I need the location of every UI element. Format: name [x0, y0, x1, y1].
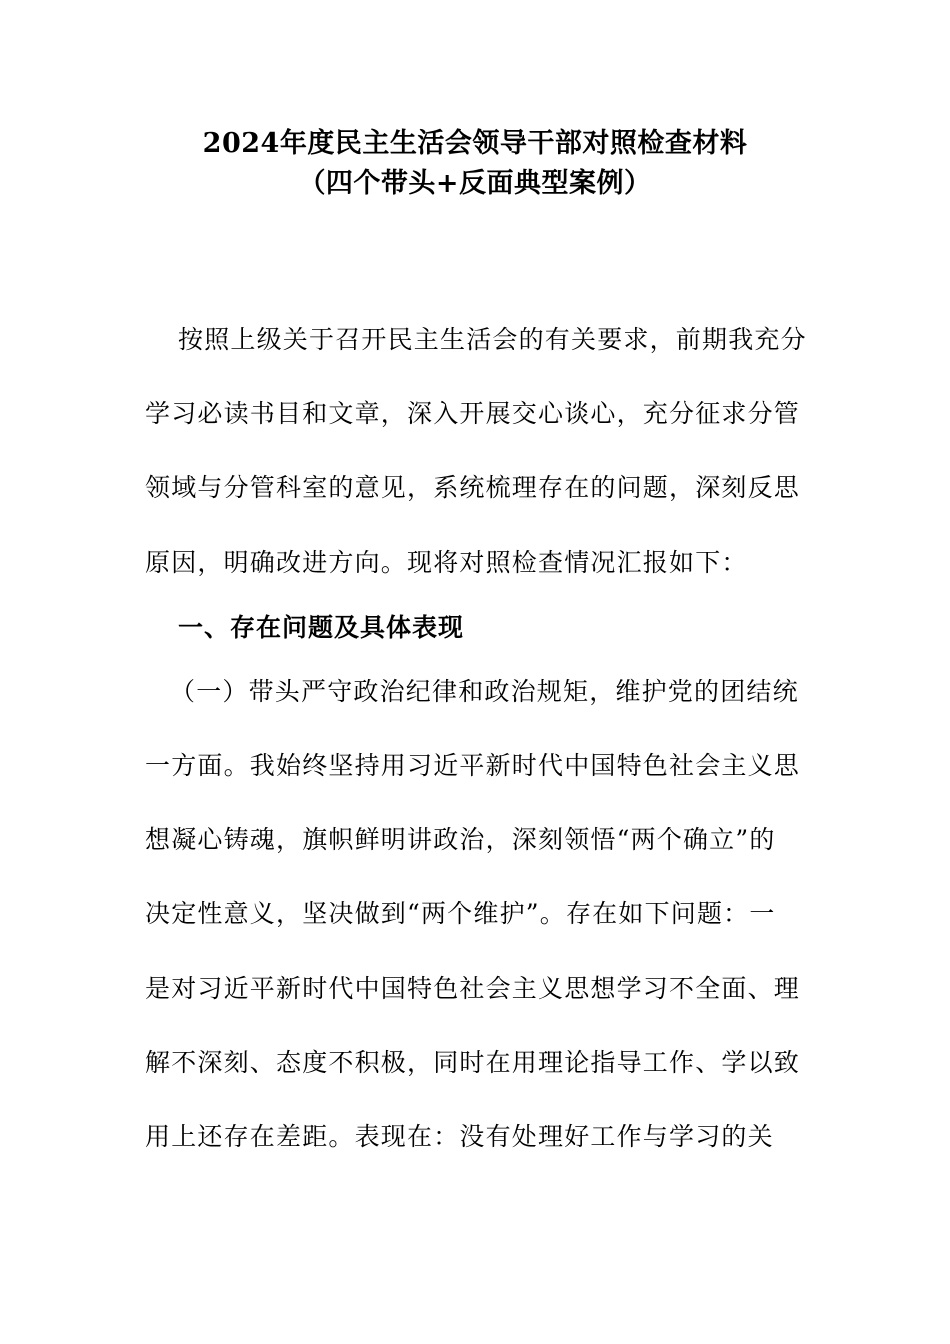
body-line: 是对习近平新时代中国特色社会主义思想学习不全面、理 — [145, 974, 801, 1003]
intro-line: 学习必读书目和文章，深入开展交心谈心，充分征求分管 — [145, 399, 801, 428]
body-line: （一）带头严守政治纪律和政治规矩，维护党的团结统 — [170, 677, 799, 706]
section-heading: 一、存在问题及具体表现 — [178, 613, 465, 642]
intro-line: 领域与分管科室的意见，系统梳理存在的问题，深刻反思 — [145, 473, 801, 502]
intro-line: 原因，明确改进方向。现将对照检查情况汇报如下： — [145, 548, 748, 577]
body-line: 用上还存在差距。表现在：没有处理好工作与学习的关 — [145, 1122, 774, 1151]
intro-line: 按照上级关于召开民主生活会的有关要求，前期我充分 — [178, 325, 807, 354]
document-title: 2024年度民主生活会领导干部对照检查材料 — [202, 128, 748, 159]
body-line: 一方面。我始终坚持用习近平新时代中国特色社会主义思 — [145, 751, 801, 780]
document-subtitle: （四个带头+反面典型案例） — [298, 168, 652, 199]
body-line: 决定性意义，坚决做到“两个维护”。存在如下问题：一 — [145, 899, 776, 928]
body-line: 想凝心铸魂，旗帜鲜明讲政治，深刻领悟“两个确立”的 — [145, 825, 776, 854]
body-line: 解不深刻、态度不积极，同时在用理论指导工作、学以致 — [145, 1048, 801, 1077]
